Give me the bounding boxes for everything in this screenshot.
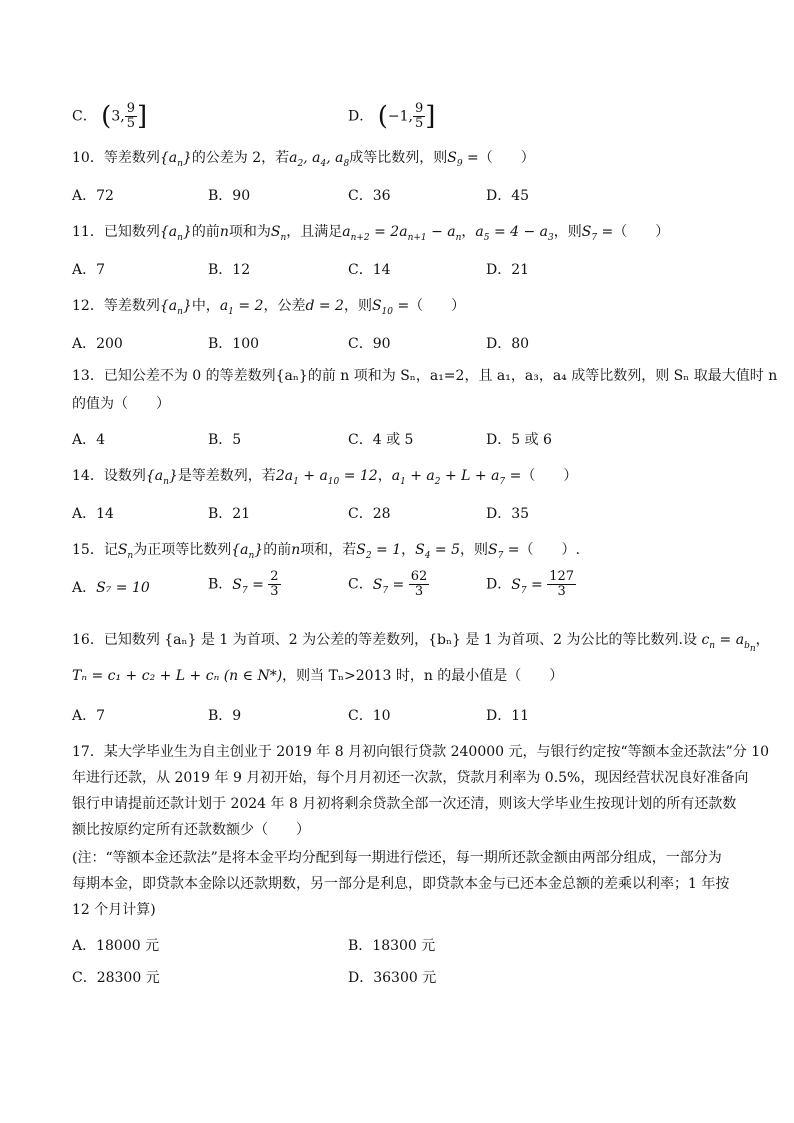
q17-stem-line4: 额比按原约定所有还款数额少（ ） bbox=[72, 822, 310, 838]
q11-stem: 11．已知数列$\{a_n\}$的前n项和为$S_n$，且满足$a_{n+2} = 2a_{n+1} - a_n$，$a_5 = 4 - a_3$，则$S_7$ =（ ） bbox=[72, 224, 670, 243]
q13-stem-line2: 的值为（ ） bbox=[72, 396, 170, 412]
q16-option-d: D．11 bbox=[486, 708, 530, 724]
q17-option-c: C．28300 元 bbox=[72, 970, 160, 986]
q17-stem-line3: 银行申请提前还款计划于 2024 年 8 月初将剩余贷款全部一次还清，则该大学毕业生按现计划的所有还款数 bbox=[72, 796, 737, 812]
q15-option-b: B．$S_7$ = $\frac{2}{3}$ bbox=[208, 569, 279, 599]
q10-stem: 10．等差数列$\{a_n\}$的公差为 2，若$a_2$, $a_4$, $a_8$成等比数列，则$S_9$ =（ ） bbox=[72, 150, 535, 169]
q13-option-c: C．4 或 5 bbox=[348, 432, 414, 448]
q14-stem: 14．设数列$\{a_n\}$是等差数列，若$2a_1 + a_{10} = 12$，$a_1 + a_2 + L + a_7$ =（ ） bbox=[72, 468, 578, 487]
q10-option-b: B．90 bbox=[208, 188, 251, 204]
q14-option-a: A．14 bbox=[72, 506, 114, 522]
q16-option-b: B．9 bbox=[208, 708, 242, 724]
q10-option-d: D．45 bbox=[486, 188, 530, 204]
q16-stem-line1: 16．已知数列 {aₙ} 是 1 为首项、2 为公差的等差数列，{bₙ} 是 1 为首项、2 为公比的等比数列.设 $c_n = a_{b_n}$， bbox=[72, 632, 770, 654]
q13-option-d: D．5 或 6 bbox=[486, 432, 552, 448]
q16-stem-line2: Tₙ = c₁ + c₂ + L + cₙ (n ∈ N*)，则当 Tₙ>2013 时，n 的最小值是（ ） bbox=[72, 668, 564, 684]
q10-option-a: A．72 bbox=[72, 188, 114, 204]
q15-option-c: C．$S_7$ = $\frac{62}{3}$ bbox=[348, 569, 428, 599]
q14-option-d: D．35 bbox=[486, 506, 530, 522]
q9-option-d: D． (−1, $\frac{9}{5}$ ] bbox=[348, 101, 436, 132]
q17-note-line1: (注：“等额本金还款法”是将本金平均分配到每一期进行偿还，每一期所还款金额由两部分组成，一部分为 bbox=[72, 850, 722, 866]
q16-option-c: C．10 bbox=[348, 708, 391, 724]
q12-stem: 12．等差数列$\{a_n\}$中，$a_1 = 2$，公差d = 2，则$S_{10}$ =（ ） bbox=[72, 298, 466, 317]
q9-option-c: C． (3, $\frac{9}{5}$ ] bbox=[72, 101, 148, 132]
q17-option-a: A．18000 元 bbox=[72, 938, 160, 954]
q15-option-a: A．S₇ = 10 bbox=[72, 580, 150, 596]
q16-option-a: A．7 bbox=[72, 708, 106, 724]
q17-note-line3: 12 个月计算) bbox=[72, 902, 156, 918]
q11-option-b: B．12 bbox=[208, 262, 251, 278]
q12-option-c: C．90 bbox=[348, 336, 391, 352]
q17-note-line2: 每期本金，即贷款本金除以还款期数，另一部分是利息，即贷款本金与已还本金总额的差乘以利率；1 年按 bbox=[72, 876, 730, 892]
q13-stem-line1: 13．已知公差不为 0 的等差数列{aₙ}的前 n 项和为 Sₙ，a₁=2，且 a₁，a₃，a₄ 成等比数列，则 Sₙ 取最大值时 n bbox=[72, 368, 778, 384]
q17-option-d: D．36300 元 bbox=[348, 970, 437, 986]
q15-option-d: D．$S_7$ = $\frac{127}{3}$ bbox=[486, 569, 575, 599]
q11-option-c: C．14 bbox=[348, 262, 391, 278]
q14-option-b: B．21 bbox=[208, 506, 251, 522]
q13-option-b: B．5 bbox=[208, 432, 242, 448]
q11-option-d: D．21 bbox=[486, 262, 530, 278]
q12-option-d: D．80 bbox=[486, 336, 530, 352]
q15-stem: 15．记$S_n$为正项等比数列$\{a_n\}$的前n项和，若$S_2 = 1$，$S_4 = 5$，则$S_7$ =（ ）. bbox=[72, 542, 580, 561]
q13-option-a: A．4 bbox=[72, 432, 106, 448]
q17-option-b: B．18300 元 bbox=[348, 938, 436, 954]
q17-stem-line2: 年进行还款，从 2019 年 9 月初开始，每个月月初还一次款，贷款月利率为 0.5%，现因经营状况良好准备向 bbox=[72, 770, 749, 786]
q12-option-a: A．200 bbox=[72, 336, 123, 352]
q17-stem-line1: 17．某大学毕业生为自主创业于 2019 年 8 月初向银行贷款 240000 元，与银行约定按“等额本金还款法”分 10 bbox=[72, 744, 770, 760]
q14-option-c: C．28 bbox=[348, 506, 391, 522]
q11-option-a: A．7 bbox=[72, 262, 106, 278]
q10-option-c: C．36 bbox=[348, 188, 391, 204]
q12-option-b: B．100 bbox=[208, 336, 260, 352]
